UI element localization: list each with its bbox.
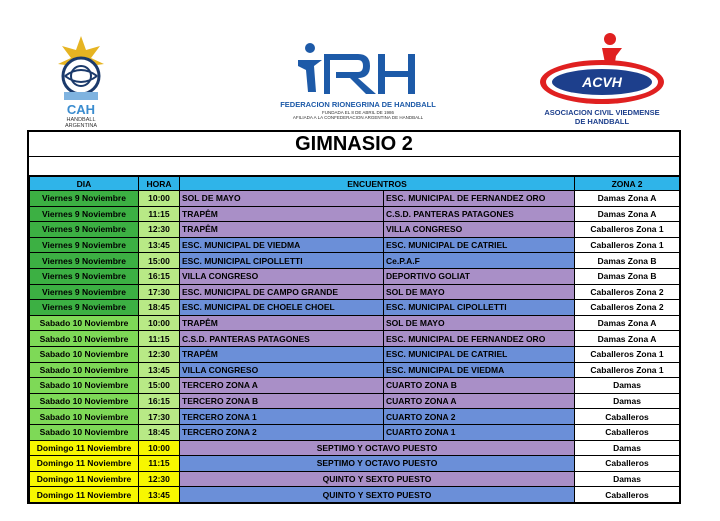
table-row [30,237,680,253]
cell-dia: Sabado 10 Noviembre [30,393,139,409]
cell-zona: Caballeros Zona 1 [575,362,680,378]
cell-zona: Damas Zona A [575,331,680,347]
schedule-sheet [27,130,681,504]
frh-sub2: AFILIADA A LA CONFEDERACION ARGENTINA DE HANDBALL [292,115,424,120]
cell-encuentro: SEPTIMO Y OCTAVO PUESTO [180,440,575,456]
cell-visita: CUARTO ZONA 2 [384,409,575,425]
table-row [30,268,680,284]
cell-zona: Caballeros [575,456,680,472]
table-row [30,409,680,425]
cah-subtitle [44,117,118,129]
cell-hora: 16:15 [139,393,180,409]
cell-local: C.S.D. PANTERAS PATAGONES [180,331,384,347]
cell-hora: 12:30 [139,222,180,238]
cell-visita: ESC. MUNICIPAL DE CATRIEL [384,346,575,362]
cell-zona: Caballeros Zona 1 [575,346,680,362]
cell-zona: Caballeros Zona 2 [575,300,680,316]
cell-local: TRAPÊM [180,346,384,362]
cell-dia: Sabado 10 Noviembre [30,409,139,425]
cell-dia: Viernes 9 Noviembre [30,191,139,207]
cell-dia: Viernes 9 Noviembre [30,206,139,222]
cell-zona: Damas Zona B [575,268,680,284]
cell-visita: SOL DE MAYO [384,284,575,300]
frh-logo [258,40,458,130]
cell-local: TERCERO ZONA A [180,378,384,394]
frh-name: FEDERACION RIONEGRINA DE HANDBALL [280,100,436,109]
cell-zona: Caballeros [575,487,680,503]
cell-hora: 10:00 [139,440,180,456]
cell-zona: Caballeros Zona 1 [575,237,680,253]
cell-zona: Caballeros [575,409,680,425]
table-row [30,315,680,331]
table-row [30,424,680,440]
table-row [30,300,680,316]
header [0,0,720,130]
cell-zona: Damas [575,471,680,487]
cell-hora: 11:15 [139,331,180,347]
cell-visita: ESC. MUNICIPAL DE FERNANDEZ ORO [384,191,575,207]
table-row [30,191,680,207]
cell-zona: Damas Zona A [575,191,680,207]
cell-hora: 15:00 [139,378,180,394]
cell-dia: Viernes 9 Noviembre [30,284,139,300]
cell-encuentro: QUINTO Y SEXTO PUESTO [180,487,575,503]
cell-hora: 11:15 [139,206,180,222]
cell-visita: VILLA CONGRESO [384,222,575,238]
frh-subtitle [258,110,458,120]
cell-hora: 16:15 [139,268,180,284]
cell-encuentro: QUINTO Y SEXTO PUESTO [180,471,575,487]
table-row [30,222,680,238]
cell-zona: Damas [575,393,680,409]
table-row [30,440,680,456]
schedule-body [30,191,680,503]
cah-sub2: ARGENTINA [64,123,98,129]
cell-zona: Damas Zona A [575,206,680,222]
cell-dia: Sabado 10 Noviembre [30,315,139,331]
cell-hora: 13:45 [139,487,180,503]
column-header-dia: DIA [30,177,139,191]
cell-dia: Domingo 11 Noviembre [30,456,139,472]
acvh-line1: ASOCIACION CIVIL VIEDMENSE [544,108,660,117]
cell-local: TRAPÊM [180,206,384,222]
cell-visita: SOL DE MAYO [384,315,575,331]
cell-local: TRAPÊM [180,315,384,331]
cell-local: SOL DE MAYO [180,191,384,207]
table-row [30,487,680,503]
table-row [30,346,680,362]
frh-emblem-icon [258,40,458,98]
cell-local: VILLA CONGRESO [180,268,384,284]
table-row [30,456,680,472]
cell-hora: 13:45 [139,362,180,378]
cell-visita: ESC. MUNICIPAL DE VIEDMA [384,362,575,378]
cell-dia: Domingo 11 Noviembre [30,471,139,487]
cell-visita: ESC. MUNICIPAL DE CATRIEL [384,237,575,253]
cell-visita: Ce.P.A.F [384,253,575,269]
cell-zona: Damas Zona A [575,315,680,331]
cah-sub1: HANDBALL [66,117,96,123]
table-row [30,206,680,222]
frh-sub1: FUNDADA EL 8 DE ABRIL DE 1986 [322,110,394,115]
cell-dia: Sabado 10 Noviembre [30,362,139,378]
cell-dia: Domingo 11 Noviembre [30,487,139,503]
cell-local: ESC. MUNICIPAL DE VIEDMA [180,237,384,253]
cell-zona: Damas [575,378,680,394]
cell-hora: 18:45 [139,300,180,316]
column-header-hora: HORA [139,177,180,191]
acvh-line2: DE HANDBALL [574,117,630,126]
svg-text:ACVH: ACVH [582,74,622,90]
cell-dia: Sabado 10 Noviembre [30,331,139,347]
table-row [30,253,680,269]
acvh-name [532,108,672,126]
table-row [30,378,680,394]
page-title: GIMNASIO 2 [29,132,679,157]
cell-local: TRAPÊM [180,222,384,238]
cell-visita: C.S.D. PANTERAS PATAGONES [384,206,575,222]
table-header-row [30,177,680,191]
cell-visita: CUARTO ZONA B [384,378,575,394]
cell-dia: Sabado 10 Noviembre [30,424,139,440]
cell-dia: Viernes 9 Noviembre [30,222,139,238]
cell-zona: Damas Zona B [575,253,680,269]
blank-row [29,157,679,176]
cell-zona: Damas [575,440,680,456]
acvh-emblem-icon [532,30,672,106]
column-header-encuentros: ENCUENTROS [180,177,575,191]
cell-hora: 18:45 [139,424,180,440]
schedule-table [29,176,680,503]
cell-hora: 10:00 [139,191,180,207]
cell-hora: 17:30 [139,284,180,300]
cell-visita: CUARTO ZONA A [384,393,575,409]
cell-zona: Caballeros [575,424,680,440]
cell-local: TERCERO ZONA 2 [180,424,384,440]
acvh-logo [532,30,672,130]
cell-visita: CUARTO ZONA 1 [384,424,575,440]
cell-dia: Viernes 9 Noviembre [30,237,139,253]
table-row [30,393,680,409]
table-row [30,471,680,487]
cell-dia: Domingo 11 Noviembre [30,440,139,456]
cell-dia: Sabado 10 Noviembre [30,346,139,362]
cah-emblem-icon [44,34,118,104]
cah-name: CAH [66,102,96,117]
cell-hora: 12:30 [139,346,180,362]
cell-local: ESC. MUNICIPAL CIPOLLETTI [180,253,384,269]
cell-visita: ESC. MUNICIPAL CIPOLLETTI [384,300,575,316]
cell-hora: 13:45 [139,237,180,253]
column-header-zona: ZONA 2 [575,177,680,191]
cell-zona: Caballeros Zona 1 [575,222,680,238]
table-row [30,284,680,300]
cell-visita: DEPORTIVO GOLIAT [384,268,575,284]
table-row [30,331,680,347]
table-row [30,362,680,378]
cell-dia: Sabado 10 Noviembre [30,378,139,394]
cah-logo [44,34,118,130]
cell-encuentro: SEPTIMO Y OCTAVO PUESTO [180,456,575,472]
cell-local: ESC. MUNICIPAL DE CHOELE CHOEL [180,300,384,316]
cell-local: TERCERO ZONA B [180,393,384,409]
cell-hora: 11:15 [139,456,180,472]
cell-hora: 15:00 [139,253,180,269]
cell-local: ESC. MUNICIPAL DE CAMPO GRANDE [180,284,384,300]
cell-visita: ESC. MUNICIPAL DE FERNANDEZ ORO [384,331,575,347]
cell-zona: Caballeros Zona 2 [575,284,680,300]
cell-hora: 17:30 [139,409,180,425]
cell-hora: 10:00 [139,315,180,331]
cell-local: TERCERO ZONA 1 [180,409,384,425]
cell-local: VILLA CONGRESO [180,362,384,378]
cell-hora: 12:30 [139,471,180,487]
cell-dia: Viernes 9 Noviembre [30,300,139,316]
cell-dia: Viernes 9 Noviembre [30,268,139,284]
cell-dia: Viernes 9 Noviembre [30,253,139,269]
